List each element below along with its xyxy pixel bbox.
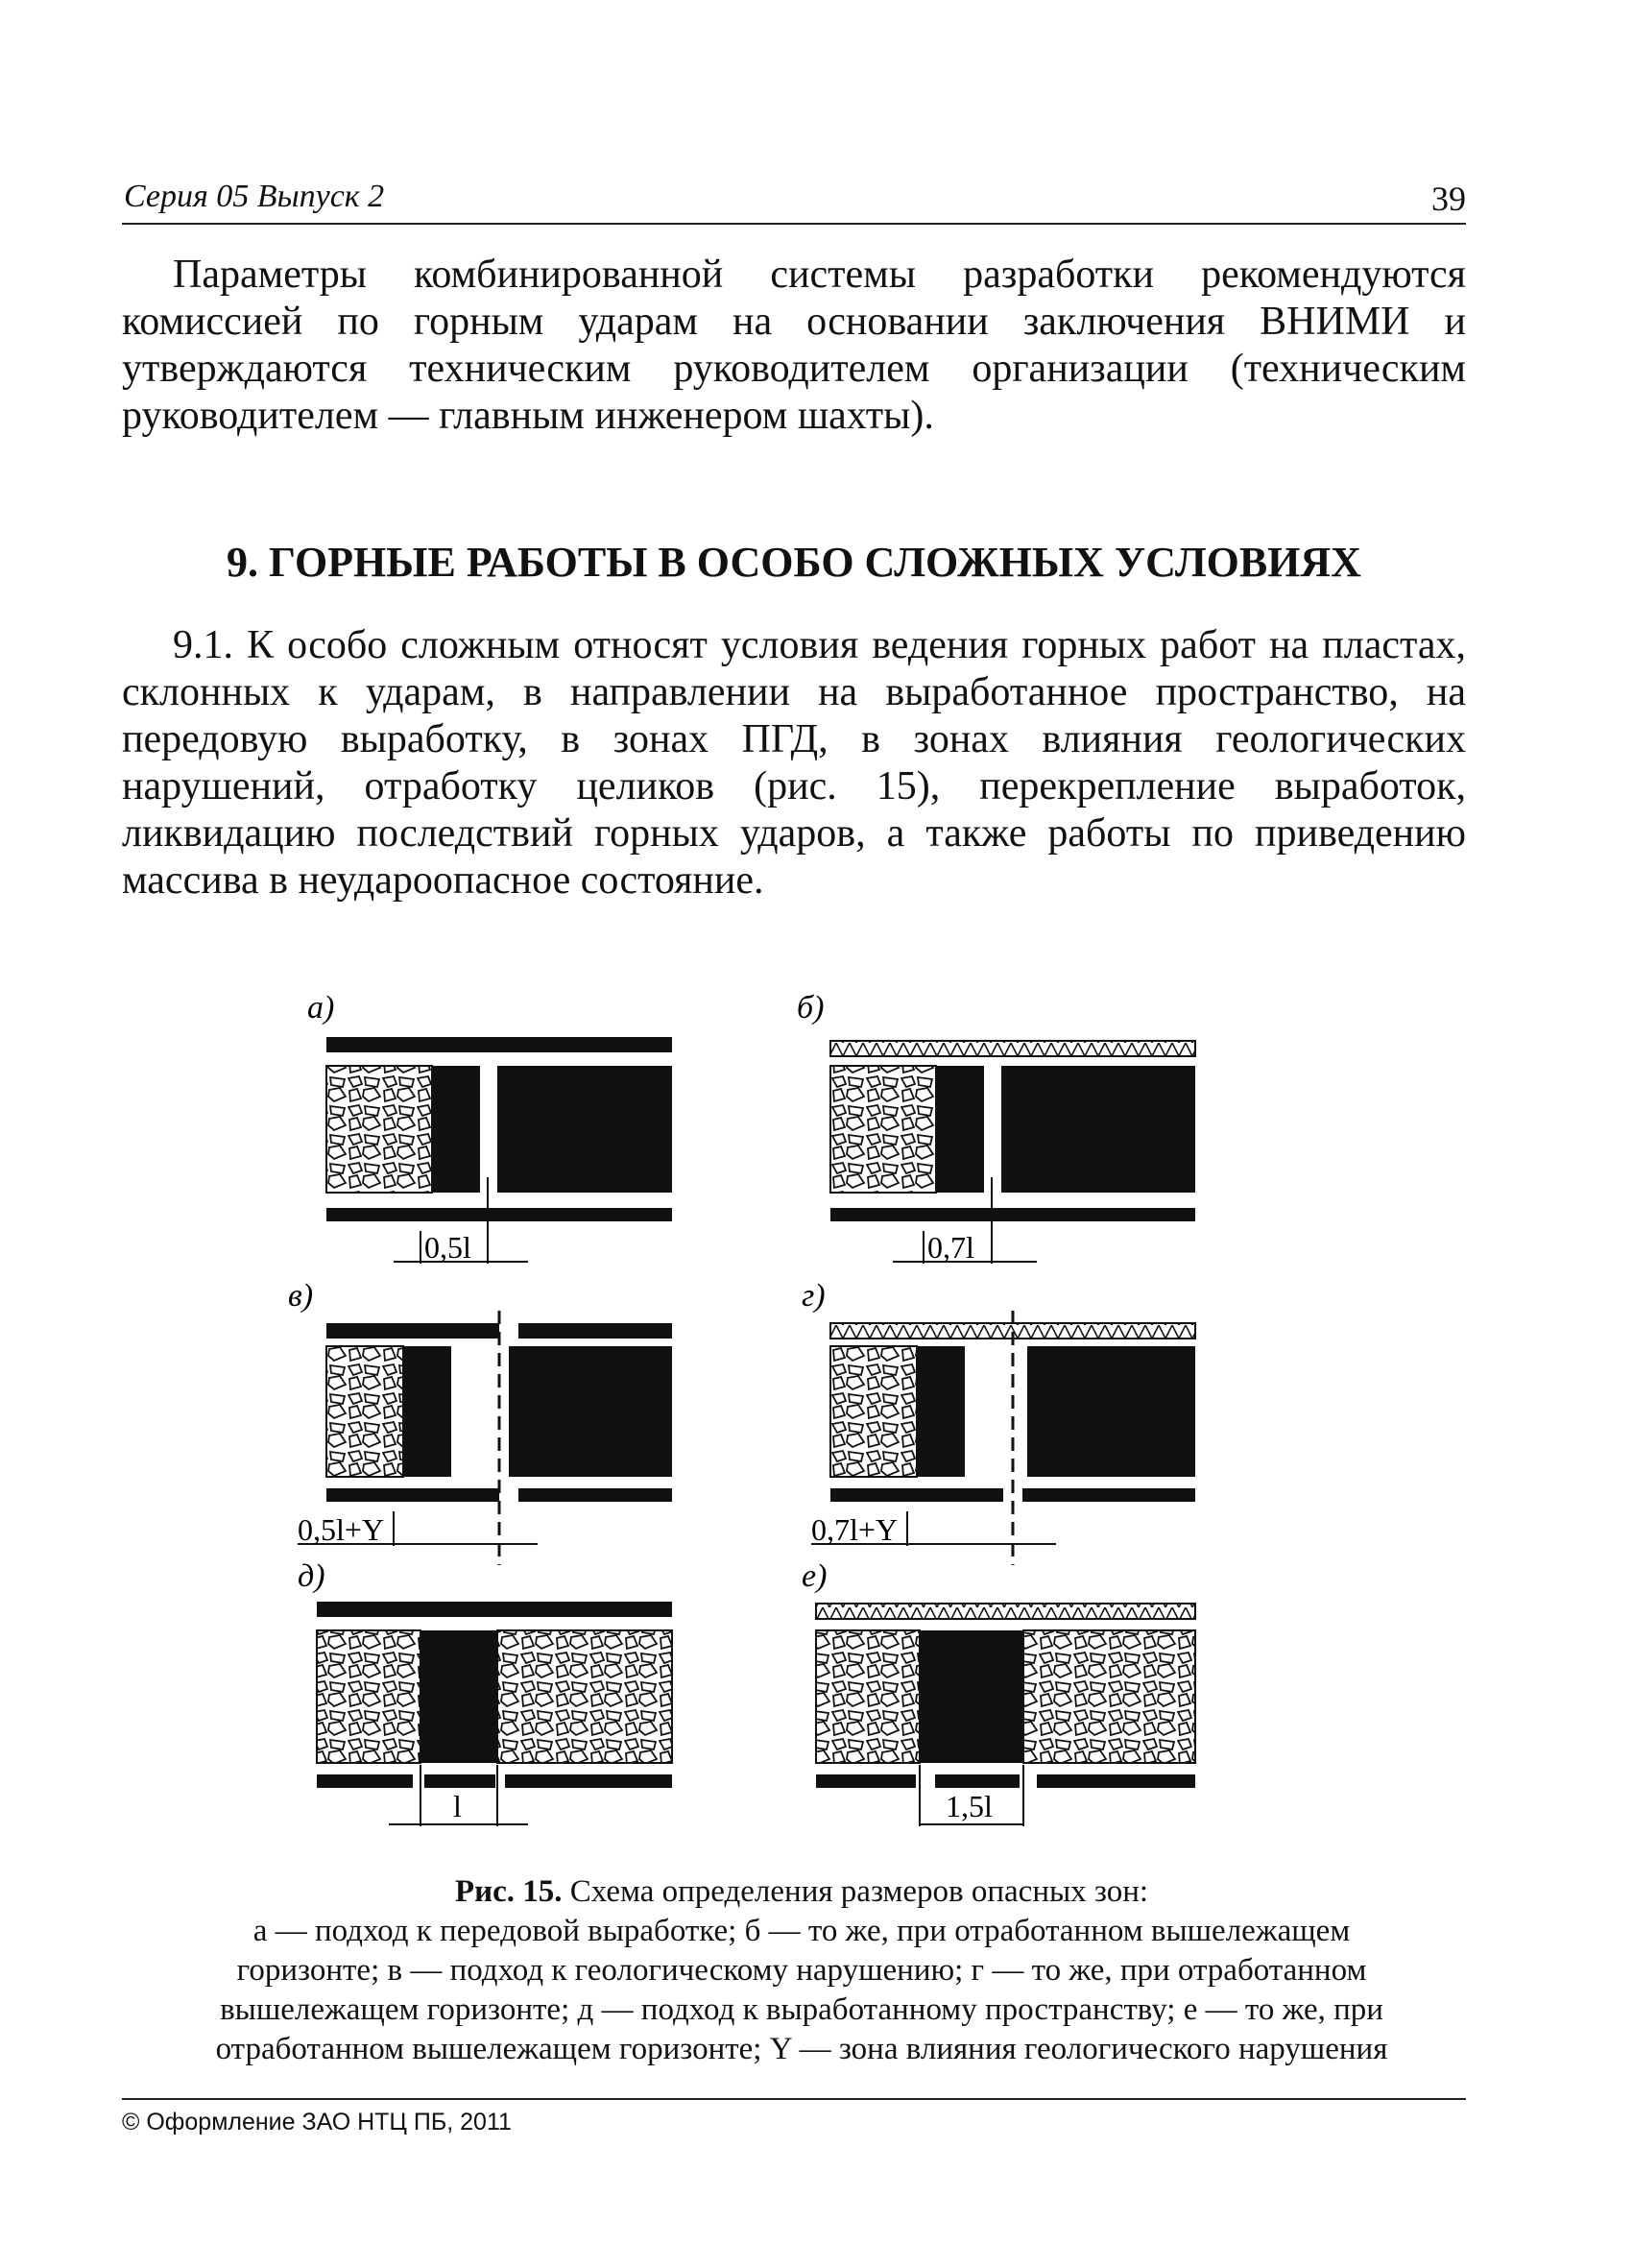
panel-d-label: д) bbox=[298, 1558, 325, 1594]
page-number: 39 bbox=[1431, 180, 1466, 218]
caption-line-3: вышележащем горизонте; д — подход к выработанному пространству; е — то же, при bbox=[220, 1992, 1383, 2027]
panel-v bbox=[288, 1278, 672, 1565]
caption-line-4: отработанном вышележащем горизонте; Y — зона влияния геологического нарушения bbox=[215, 2032, 1388, 2066]
caption-line-2: горизонте; в — подход к геологическому нарушению; г — то же, при отработанном bbox=[236, 1953, 1367, 1988]
figure-15 bbox=[278, 989, 1238, 1853]
caption-number: Рис. 15. bbox=[454, 1874, 563, 1909]
dimension-d: l bbox=[453, 1789, 462, 1823]
caption-title: Схема определения размеров опасных зон: bbox=[569, 1874, 1149, 1909]
panel-a-label: а) bbox=[307, 990, 335, 1025]
dimension-b: 0,7l bbox=[927, 1230, 974, 1265]
panel-e bbox=[802, 1558, 1195, 1826]
dimension-e: 1,5l bbox=[946, 1789, 993, 1823]
panel-d bbox=[298, 1558, 672, 1826]
intro-paragraph: Параметры комбинированной системы разработки рекомендуются комиссией по горным ударам на основании заключения ВНИМИ и утверждаются техническим руководителем организации (техническим руководителем — главным инженером шахты). bbox=[122, 253, 1466, 438]
page-header bbox=[122, 179, 1466, 223]
dimension-v: 0,5l+Y bbox=[298, 1512, 385, 1547]
figure-15-drawing bbox=[278, 989, 1238, 1853]
header-rule bbox=[122, 223, 1466, 225]
panel-a bbox=[307, 990, 672, 1265]
figure-caption bbox=[134, 1872, 1469, 2069]
panel-b bbox=[797, 990, 1195, 1265]
caption-line-1: а — подход к передовой выработке; б — то же, при отработанном вышележащем bbox=[252, 1914, 1351, 1948]
section-title: 9. ГОРНЫЕ РАБОТЫ В ОСОБО СЛОЖНЫХ УСЛОВИЯХ bbox=[227, 539, 1361, 586]
panel-g-label: г) bbox=[802, 1278, 826, 1314]
footer-rule bbox=[122, 2098, 1466, 2100]
footer-copyright: © Оформление ЗАО НТЦ ПБ, 2011 bbox=[122, 2109, 512, 2135]
series-label: Серия 05 Выпуск 2 bbox=[124, 179, 385, 214]
dimension-a: 0,5l bbox=[424, 1230, 471, 1265]
dimension-g: 0,7l+Y bbox=[811, 1512, 899, 1547]
panel-g bbox=[802, 1278, 1195, 1565]
panel-b-label: б) bbox=[797, 990, 825, 1025]
paragraph-9-1: 9.1. К особо сложным относят условия ведения горных работ на пластах, склонных к ударам, в направлении на выработанное пространство, на передовую выработку, в зонах ПГД, в зонах влияния геологических нарушений, отработку целиков (рис. 15), перекрепление выработок, ликвидацию последствий горных ударов, а также работы по приведению массива в неудароопасное состояние. bbox=[122, 623, 1466, 903]
panel-v-label: в) bbox=[288, 1278, 314, 1314]
panel-e-label: е) bbox=[802, 1558, 828, 1594]
